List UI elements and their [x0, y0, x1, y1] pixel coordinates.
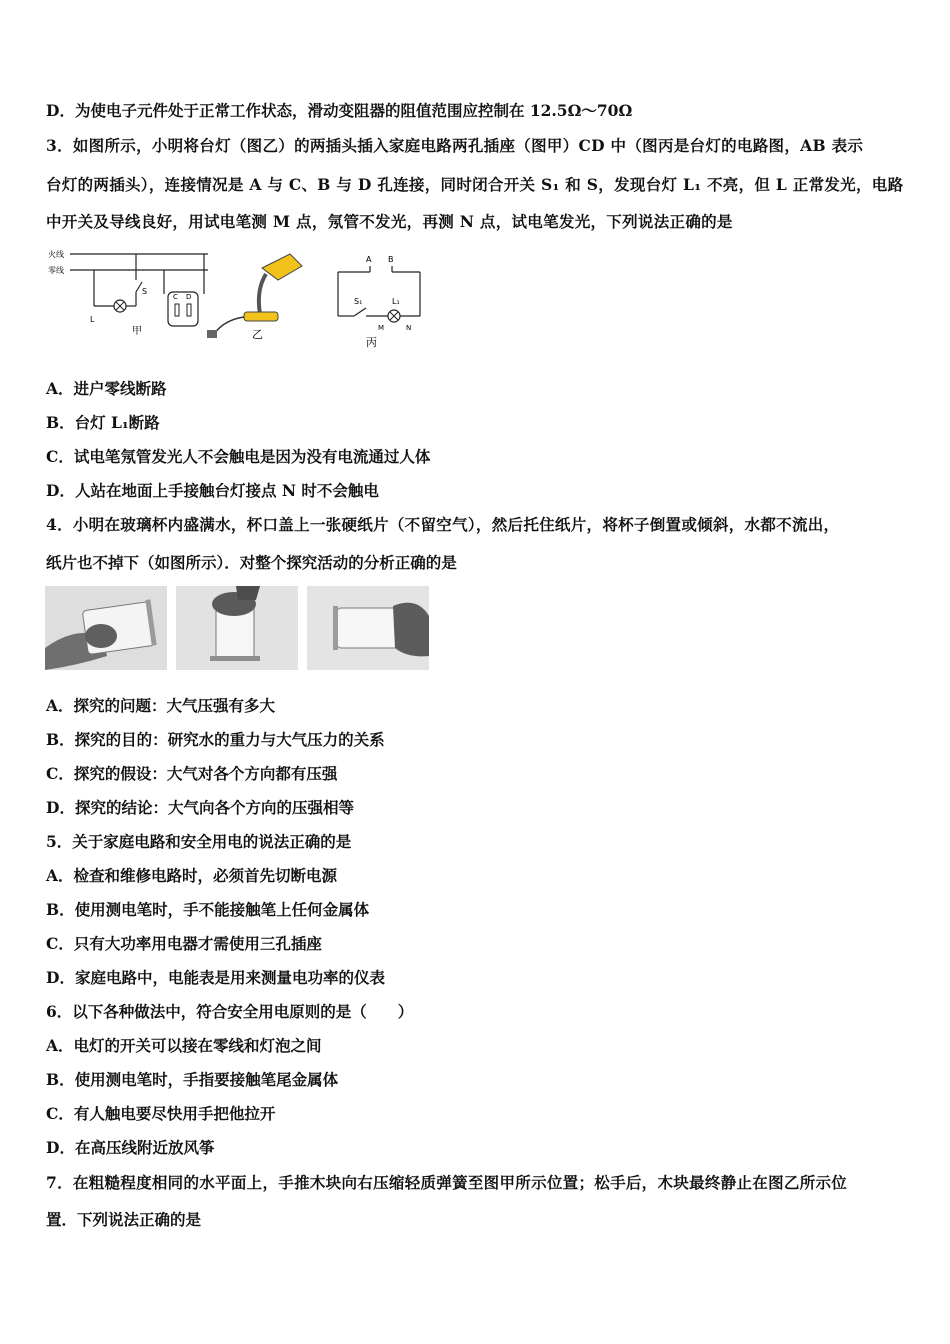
q6-option-b: B．使用测电笔时，手指要接触笔尾金属体 — [46, 1070, 339, 1089]
fig-jia-label: 甲 — [132, 326, 142, 337]
q4-option-a: A．探究的问题：大气压强有多大 — [46, 696, 276, 715]
q3-stem-line1: 3．如图所示，小明将台灯（图乙）的两插头插入家庭电路两孔插座（图甲）CD 中（图丙是台灯的电路图，AB 表示 — [46, 136, 864, 155]
lamp-l1-label: L₁ — [392, 297, 400, 306]
q3-option-c: C．试电笔氖管发光人不会触电是因为没有电流通过人体 — [46, 447, 431, 466]
q7-stem-line2: 置．下列说法正确的是 — [46, 1210, 202, 1229]
switch-s1-icon — [354, 308, 366, 316]
q7-stem-line1: 7．在粗糙程度相同的水平面上，手推木块向右压缩轻质弹簧至图甲所示位置；松手后，木块最终静止在图乙所示位 — [46, 1173, 848, 1192]
lamp-l-label: L — [90, 315, 95, 324]
live-wire-label: 火线 — [48, 250, 64, 259]
power-cord-icon — [214, 317, 244, 334]
desk-lamp-figure-yi — [204, 250, 314, 345]
plug-icon — [207, 330, 217, 338]
neutral-wire-label: 零线 — [48, 266, 64, 275]
q6-option-a: A．电灯的开关可以接在零线和灯泡之间 — [46, 1036, 322, 1055]
q4-stem-line2: 纸片也不掉下（如图所示）．对整个探究活动的分析正确的是 — [46, 553, 457, 572]
socket-d-label: D — [186, 293, 192, 301]
q5-option-c: C．只有大功率用电器才需使用三孔插座 — [46, 934, 322, 953]
q3-option-d: D．人站在地面上手接触台灯接点 N 时不会触电 — [46, 481, 379, 500]
q4-option-c: C．探究的假设：大气对各个方向都有压强 — [46, 764, 338, 783]
switch-s1-label: S₁ — [354, 297, 363, 306]
q5-option-d: D．家庭电路中，电能表是用来测量电功率的仪表 — [46, 968, 385, 987]
q4-stem-line1: 4．小明在玻璃杯内盛满水，杯口盖上一张硬纸片（不留空气），然后托住纸片，将杯子倒置或倾斜，水都不流出， — [46, 515, 840, 534]
q3-option-b: B．台灯 L₁断路 — [46, 413, 160, 432]
q3-option-a: A．进户零线断路 — [46, 379, 167, 398]
socket-c-label: C — [173, 293, 178, 301]
fig-bing-label: 丙 — [366, 336, 377, 349]
q4-option-b: B．探究的目的：研究水的重力与大气压力的关系 — [46, 730, 385, 749]
switch-s-label: S — [142, 287, 148, 296]
q3-stem-line3: 中开关及导线良好，用试电笔测 M 点，氖管不发光，再测 N 点，试电笔发光，下列说法正确的是 — [46, 212, 733, 231]
q6-option-c: C．有人触电要尽快用手把他拉开 — [46, 1104, 276, 1123]
q6-option-d: D．在高压线附近放风筝 — [46, 1138, 215, 1157]
photo-glass-inverted — [176, 586, 298, 670]
lamp-shade-icon — [262, 254, 302, 280]
q4-option-d: D．探究的结论：大气向各个方向的压强相等 — [46, 798, 354, 817]
fig-yi-label: 乙 — [252, 328, 263, 341]
q6-stem: 6．以下各种做法中，符合安全用电原则的是（ ） — [46, 1002, 414, 1021]
q5-option-a: A．检查和维修电路时，必须首先切断电源 — [46, 866, 338, 885]
circuit-figure-jia — [44, 246, 214, 342]
plug-b-label: B — [388, 255, 394, 264]
lamp-base-icon — [244, 312, 278, 321]
q2-option-d: D．为使电子元件处于正常工作状态，滑动变阻器的阻值范围应控制在 12.5Ω～70Ω — [46, 101, 633, 120]
circuit-figure-bing — [330, 250, 430, 350]
point-m-label: M — [378, 324, 385, 332]
photo-glass-sideways — [307, 586, 429, 670]
photo-glass-tilted — [45, 586, 167, 670]
q5-option-b: B．使用测电笔时，手不能接触笔上任何金属体 — [46, 900, 370, 919]
plug-a-label: A — [366, 255, 372, 264]
q3-stem-line2: 台灯的两插头），连接情况是 A 与 C、B 与 D 孔连接，同时闭合开关 S₁ 和 S，发现台灯 L₁ 不亮，但 L 正常发光，电路 — [46, 175, 904, 194]
q5-stem: 5．关于家庭电路和安全用电的说法正确的是 — [46, 832, 352, 851]
point-n-label: N — [406, 324, 412, 332]
